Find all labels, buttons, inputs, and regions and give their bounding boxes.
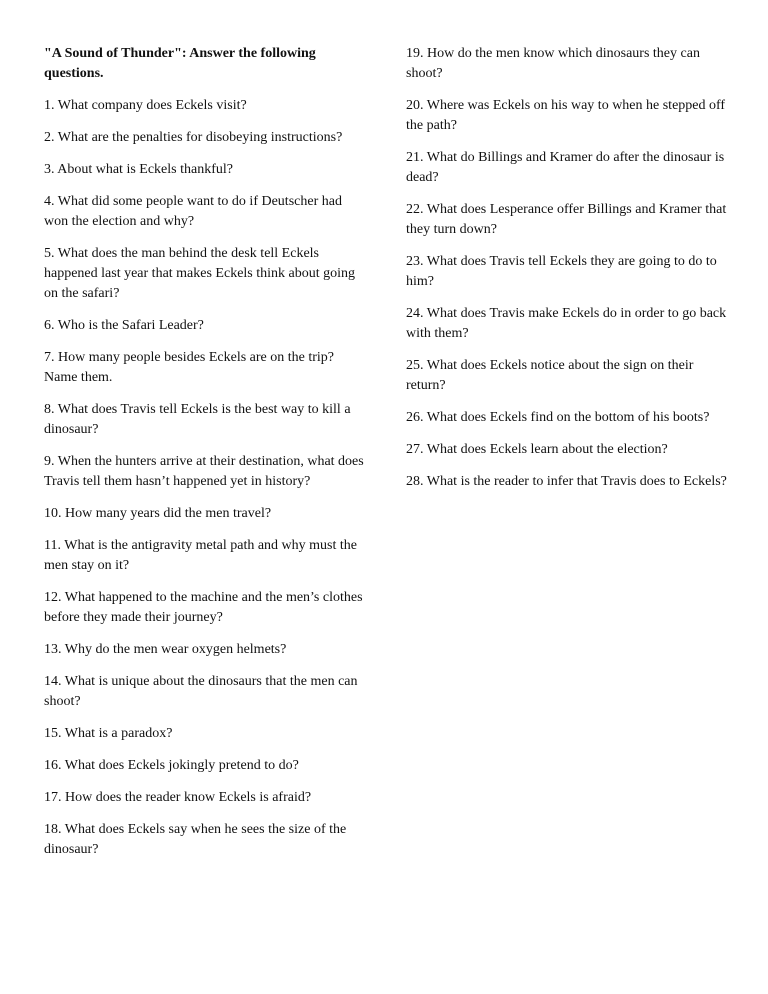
question-item: 17. How does the reader know Eckels is afraid? <box>44 790 312 805</box>
question-item: 7. How many people besides Eckels are on the trip? Name them. <box>44 350 335 385</box>
question-item: 3. About what is Eckels thankful? <box>44 162 233 177</box>
question-item: 5. What does the man behind the desk tell Eckels happened last year that makes Eckels think about going on the safari? <box>44 246 356 301</box>
question-item: 23. What does Travis tell Eckels they are going to do to him? <box>406 254 717 289</box>
right-column <box>406 44 728 504</box>
question-item: 11. What is the antigravity metal path and why must the men stay on it? <box>44 538 357 573</box>
question-item: 6. Who is the Safari Leader? <box>44 318 204 333</box>
question-item: 14. What is unique about the dinosaurs that the men can shoot? <box>44 674 358 709</box>
right-question-list <box>406 44 728 492</box>
question-item: 9. When the hunters arrive at their destination, what does Travis tell them hasn’t happened yet in history? <box>44 454 364 489</box>
question-item: 26. What does Eckels find on the bottom of his boots? <box>406 410 710 425</box>
question-item: 27. What does Eckels learn about the election? <box>406 442 668 457</box>
question-item: 10. How many years did the men travel? <box>44 506 272 521</box>
question-item: 8. What does Travis tell Eckels is the best way to kill a dinosaur? <box>44 402 351 437</box>
question-item: 28. What is the reader to infer that Travis does to Eckels? <box>406 474 727 489</box>
question-item: 21. What do Billings and Kramer do after the dinosaur is dead? <box>406 150 725 185</box>
question-item: 18. What does Eckels say when he sees the size of the dinosaur? <box>44 822 347 857</box>
question-item: 16. What does Eckels jokingly pretend to do? <box>44 758 299 773</box>
question-item: 4. What did some people want to do if Deutscher had won the election and why? <box>44 194 342 229</box>
question-item: 25. What does Eckels notice about the sign on their return? <box>406 358 694 393</box>
document-title: "A Sound of Thunder": Answer the following questions. <box>44 46 316 81</box>
question-item: 20. Where was Eckels on his way to when he stepped off the path? <box>406 98 726 133</box>
question-item: 12. What happened to the machine and the men’s clothes before they made their journey? <box>44 590 363 625</box>
question-item: 19. How do the men know which dinosaurs they can shoot? <box>406 46 700 81</box>
question-item: 1. What company does Eckels visit? <box>44 98 247 113</box>
question-item: 13. Why do the men wear oxygen helmets? <box>44 642 287 657</box>
question-item: 22. What does Lesperance offer Billings and Kramer that they turn down? <box>406 202 727 237</box>
question-item: 2. What are the penalties for disobeying instructions? <box>44 130 343 145</box>
question-item: 15. What is a paradox? <box>44 726 173 741</box>
left-question-list <box>44 96 366 860</box>
left-column <box>44 44 366 872</box>
question-item: 24. What does Travis make Eckels do in order to go back with them? <box>406 306 727 341</box>
